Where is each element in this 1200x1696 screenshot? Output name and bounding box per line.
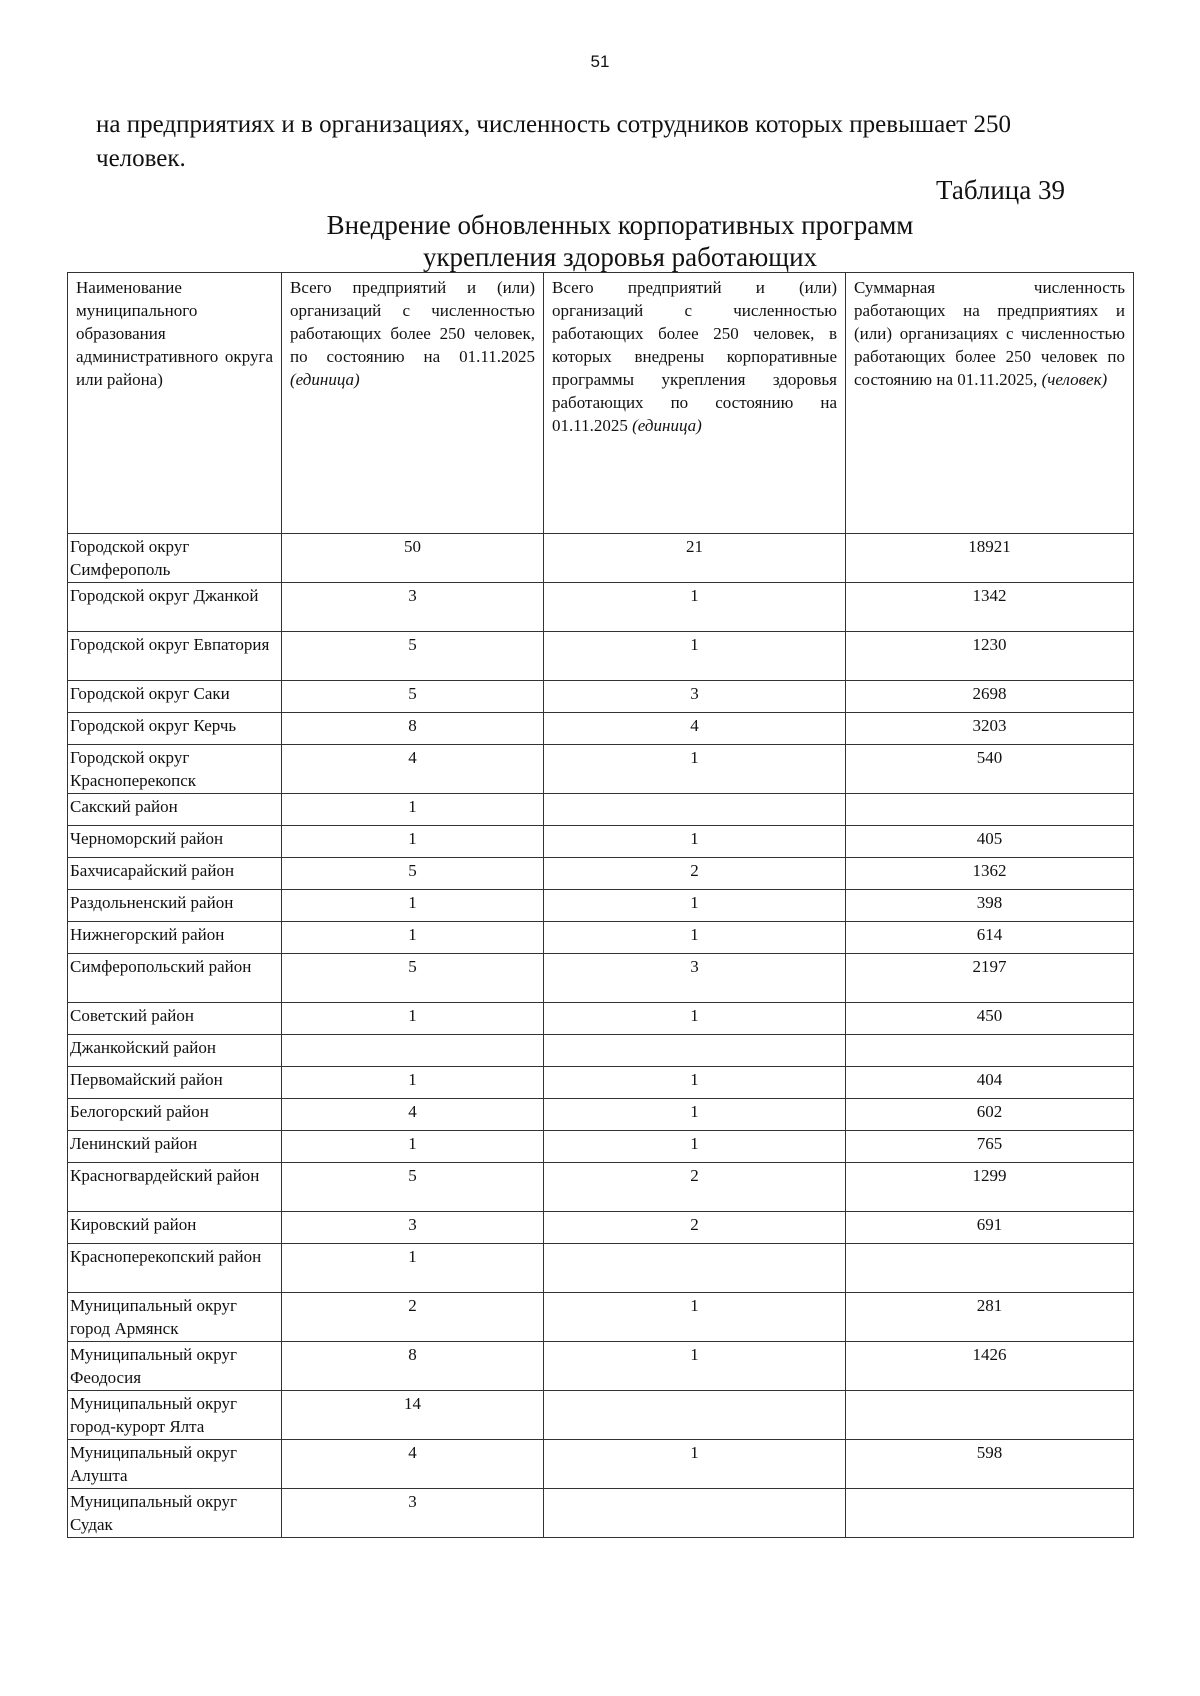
- table-row: [68, 1163, 1134, 1212]
- row-total-employees: 1342: [846, 583, 1134, 632]
- row-total-employees: 3203: [846, 713, 1134, 745]
- row-municipality-name: Красногвардейский район: [68, 1163, 282, 1212]
- row-total-employees: [846, 1489, 1134, 1538]
- row-total-employees: 2197: [846, 954, 1134, 1003]
- row-total-enterprises: 1: [282, 826, 544, 858]
- row-implemented-programs: 1: [544, 1342, 846, 1391]
- table-title-line-2: укрепления здоровья работающих: [422, 242, 818, 272]
- row-total-employees: 1299: [846, 1163, 1134, 1212]
- table-row: [68, 1391, 1134, 1440]
- row-total-employees: 450: [846, 1003, 1134, 1035]
- row-implemented-programs: [544, 1244, 846, 1293]
- row-total-enterprises: 4: [282, 745, 544, 794]
- intro-paragraph: на предприятиях и в организациях, численность сотрудников которых превышает 250 человек.: [96, 111, 1011, 172]
- table-row: [68, 794, 1134, 826]
- row-total-employees: 1362: [846, 858, 1134, 890]
- row-implemented-programs: 1: [544, 1067, 846, 1099]
- row-total-employees: 691: [846, 1212, 1134, 1244]
- table-row: [68, 1131, 1134, 1163]
- table-row: [68, 922, 1134, 954]
- header-total-enterprises-unit: (единица): [290, 370, 360, 389]
- row-municipality-name: Раздольненский район: [68, 890, 282, 922]
- table-row: [68, 534, 1134, 583]
- row-municipality-name: Городской округ Симферополь: [68, 534, 282, 583]
- row-total-enterprises: 4: [282, 1099, 544, 1131]
- table-row: [68, 1003, 1134, 1035]
- table-label: Таблица 39: [936, 175, 1065, 205]
- page-number: 51: [590, 52, 610, 71]
- header-municipality: [68, 273, 282, 534]
- table-row: [68, 1293, 1134, 1342]
- row-municipality-name: Бахчисарайский район: [68, 858, 282, 890]
- row-total-enterprises: 1: [282, 922, 544, 954]
- row-municipality-name: Муниципальный округ Феодосия: [68, 1342, 282, 1391]
- row-total-employees: 1426: [846, 1342, 1134, 1391]
- header-implemented-programs-text: Всего предприятий и (или) организаций с численностью работающих более 250 человек, в которых внедрены корпоративные программы укрепления здоровья работающих по состоянию на 01.11.2025: [552, 278, 837, 435]
- row-municipality-name: Городской округ Евпатория: [68, 632, 282, 681]
- row-total-enterprises: 5: [282, 954, 544, 1003]
- row-total-employees: 281: [846, 1293, 1134, 1342]
- row-total-enterprises: 3: [282, 1212, 544, 1244]
- row-total-enterprises: 14: [282, 1391, 544, 1440]
- row-implemented-programs: 3: [544, 681, 846, 713]
- data-table: [67, 272, 1134, 1538]
- header-total-employees-unit: (человек): [1041, 370, 1108, 389]
- row-total-enterprises: 8: [282, 1342, 544, 1391]
- header-implemented-programs-unit: (единица): [632, 416, 702, 435]
- row-implemented-programs: 1: [544, 1293, 846, 1342]
- table-row: [68, 1212, 1134, 1244]
- row-total-enterprises: 5: [282, 681, 544, 713]
- row-municipality-name: Первомайский район: [68, 1067, 282, 1099]
- row-municipality-name: Кировский район: [68, 1212, 282, 1244]
- row-municipality-name: Городской округ Джанкой: [68, 583, 282, 632]
- row-total-employees: [846, 1035, 1134, 1067]
- row-total-employees: 404: [846, 1067, 1134, 1099]
- row-implemented-programs: 1: [544, 1003, 846, 1035]
- row-implemented-programs: 1: [544, 1099, 846, 1131]
- row-implemented-programs: [544, 1035, 846, 1067]
- row-implemented-programs: 1: [544, 890, 846, 922]
- row-municipality-name: Муниципальный округ Судак: [68, 1489, 282, 1538]
- table-row: [68, 858, 1134, 890]
- row-implemented-programs: 1: [544, 583, 846, 632]
- row-total-enterprises: 2: [282, 1293, 544, 1342]
- header-total-enterprises: [282, 273, 544, 534]
- row-total-employees: 540: [846, 745, 1134, 794]
- header-municipality-text: Наименование муниципального образования административного округа или района): [76, 278, 273, 389]
- row-municipality-name: Красноперекопский район: [68, 1244, 282, 1293]
- table-row: [68, 745, 1134, 794]
- row-municipality-name: Муниципальный округ Алушта: [68, 1440, 282, 1489]
- row-implemented-programs: 21: [544, 534, 846, 583]
- row-municipality-name: Ленинский район: [68, 1131, 282, 1163]
- row-total-employees: [846, 1391, 1134, 1440]
- row-total-employees: 598: [846, 1440, 1134, 1489]
- row-total-enterprises: 1: [282, 1244, 544, 1293]
- row-municipality-name: Советский район: [68, 1003, 282, 1035]
- table-row: [68, 1244, 1134, 1293]
- table-row: [68, 1099, 1134, 1131]
- row-total-employees: 602: [846, 1099, 1134, 1131]
- row-total-enterprises: 5: [282, 1163, 544, 1212]
- table-row: [68, 681, 1134, 713]
- row-municipality-name: Нижнегорский район: [68, 922, 282, 954]
- row-total-employees: 405: [846, 826, 1134, 858]
- table-row: [68, 1440, 1134, 1489]
- row-municipality-name: Городской округ Саки: [68, 681, 282, 713]
- header-implemented-programs: [544, 273, 846, 534]
- row-total-enterprises: 1: [282, 1003, 544, 1035]
- table-row: [68, 1067, 1134, 1099]
- row-municipality-name: Городской округ Красноперекопск: [68, 745, 282, 794]
- row-total-enterprises: 3: [282, 1489, 544, 1538]
- table-header-row: [68, 273, 1134, 534]
- row-total-enterprises: 5: [282, 858, 544, 890]
- row-implemented-programs: 2: [544, 1163, 846, 1212]
- table-row: [68, 583, 1134, 632]
- row-total-employees: 614: [846, 922, 1134, 954]
- header-total-employees: [846, 273, 1134, 534]
- table-row: [68, 1342, 1134, 1391]
- row-municipality-name: Муниципальный округ город Армянск: [68, 1293, 282, 1342]
- row-total-enterprises: 8: [282, 713, 544, 745]
- table-row: [68, 954, 1134, 1003]
- row-total-enterprises: 1: [282, 890, 544, 922]
- row-municipality-name: Белогорский район: [68, 1099, 282, 1131]
- row-implemented-programs: 1: [544, 632, 846, 681]
- row-implemented-programs: 1: [544, 922, 846, 954]
- row-implemented-programs: 3: [544, 954, 846, 1003]
- table-title: [270, 209, 970, 273]
- row-implemented-programs: [544, 1489, 846, 1538]
- row-municipality-name: Черноморский район: [68, 826, 282, 858]
- row-total-enterprises: 1: [282, 794, 544, 826]
- table-body: [68, 534, 1134, 1538]
- row-municipality-name: Муниципальный округ город-курорт Ялта: [68, 1391, 282, 1440]
- row-total-employees: 1230: [846, 632, 1134, 681]
- row-implemented-programs: 1: [544, 745, 846, 794]
- row-total-employees: 18921: [846, 534, 1134, 583]
- row-total-enterprises: 5: [282, 632, 544, 681]
- header-total-enterprises-text: Всего предприятий и (или) организаций с численностью работающих более 250 человек, по состоянию на 01.11.2025: [290, 278, 535, 366]
- row-implemented-programs: 1: [544, 1440, 846, 1489]
- row-municipality-name: Сакский район: [68, 794, 282, 826]
- table-row: [68, 1489, 1134, 1538]
- row-implemented-programs: [544, 1391, 846, 1440]
- row-total-employees: 2698: [846, 681, 1134, 713]
- row-total-enterprises: 3: [282, 583, 544, 632]
- table-row: [68, 826, 1134, 858]
- row-municipality-name: Городской округ Керчь: [68, 713, 282, 745]
- table-row: [68, 890, 1134, 922]
- row-implemented-programs: 1: [544, 1131, 846, 1163]
- row-total-enterprises: 1: [282, 1067, 544, 1099]
- row-implemented-programs: 2: [544, 1212, 846, 1244]
- row-total-enterprises: 4: [282, 1440, 544, 1489]
- row-total-employees: [846, 794, 1134, 826]
- row-total-employees: 398: [846, 890, 1134, 922]
- row-implemented-programs: 2: [544, 858, 846, 890]
- row-total-enterprises: 1: [282, 1131, 544, 1163]
- table-title-line-1: Внедрение обновленных корпоративных программ: [326, 210, 914, 240]
- row-implemented-programs: 1: [544, 826, 846, 858]
- row-implemented-programs: [544, 794, 846, 826]
- row-municipality-name: Джанкойский район: [68, 1035, 282, 1067]
- row-total-enterprises: 50: [282, 534, 544, 583]
- row-total-employees: 765: [846, 1131, 1134, 1163]
- table-row: [68, 1035, 1134, 1067]
- header-total-employees-text: Суммарная численность работающих на предприятиях и (или) организациях с численностью работающих более 250 человек по состоянию на 01.11.2025,: [854, 278, 1125, 389]
- row-total-employees: [846, 1244, 1134, 1293]
- row-municipality-name: Симферопольский район: [68, 954, 282, 1003]
- table-row: [68, 632, 1134, 681]
- row-implemented-programs: 4: [544, 713, 846, 745]
- row-total-enterprises: [282, 1035, 544, 1067]
- table-row: [68, 713, 1134, 745]
